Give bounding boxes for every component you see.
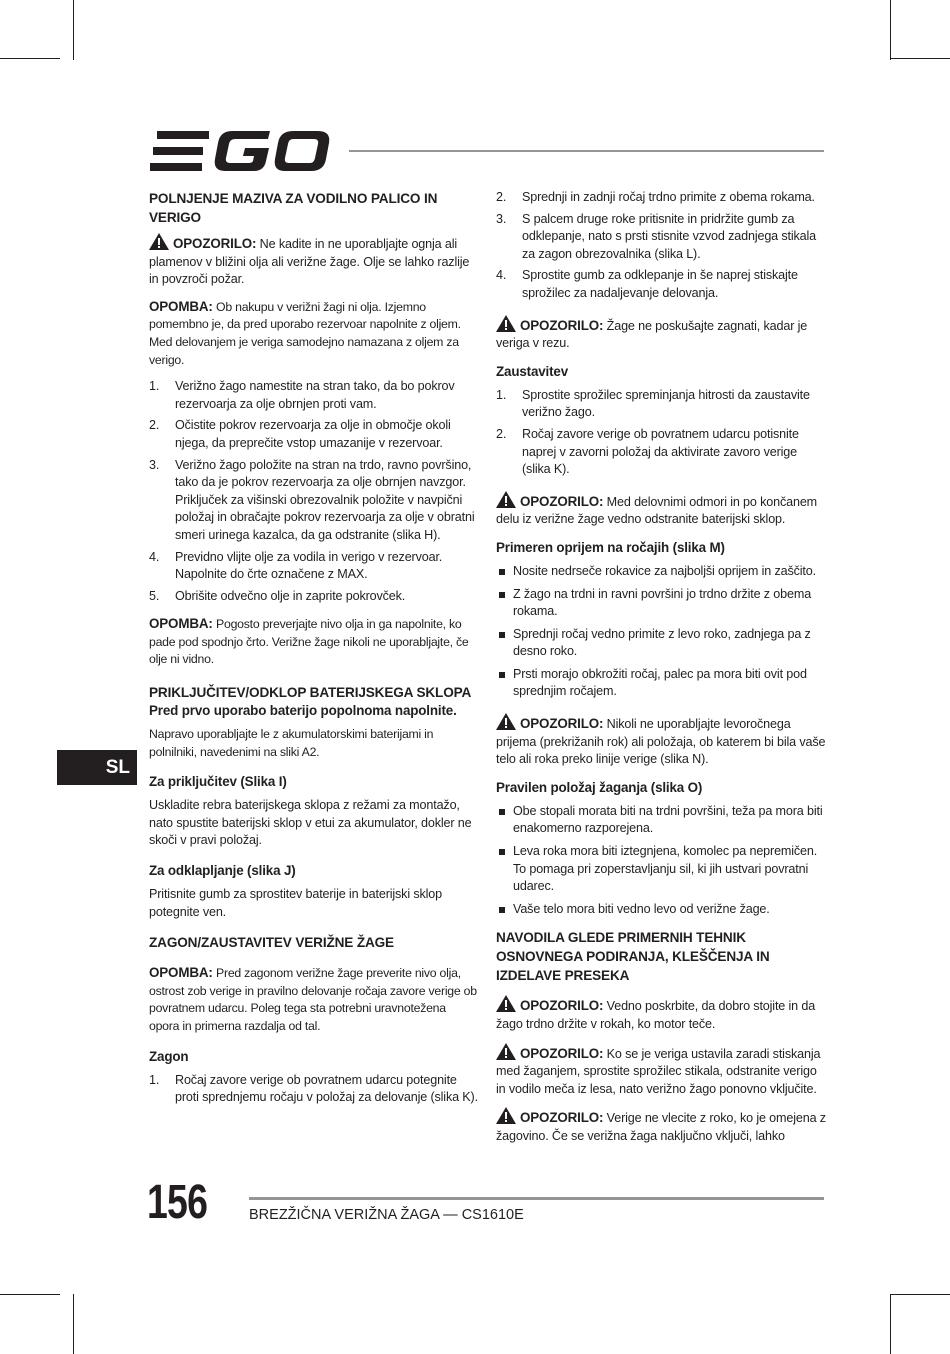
battery-subheading: Pred prvo uporabo baterijo popolnoma napolnite.: [149, 703, 457, 719]
crop-mark-bl-v: [73, 1294, 74, 1354]
detach-text: Pritisnite gumb za sprostitev baterije in baterijski sklop potegnite ven.: [149, 887, 442, 919]
warning-icon: [496, 713, 516, 730]
list-item: Vaše telo mora biti vedno levo od verižne žage.: [496, 901, 826, 919]
header-rule: [349, 150, 824, 152]
list-item: 4. Sprostite gumb za odklepanje in še naprej stiskajte sprožilec za nadaljevanje delovanja.: [496, 268, 798, 300]
note-oil-level: [149, 615, 479, 669]
list-item: Z žago na trdni in ravni površini jo trdno držite z obema rokama.: [496, 586, 826, 621]
warning-stance: [496, 995, 826, 1033]
warning-text: Žage ne poskušajte zagnati, kadar je veriga v rezu.: [496, 318, 808, 351]
heading-detach: Za odklapljanje (slika J): [149, 863, 296, 879]
start-steps-continued: [496, 189, 826, 303]
warning-icon: [496, 1043, 516, 1060]
right-column: [496, 189, 826, 1155]
warning-icon: [496, 1107, 516, 1124]
list-item: Sprednji ročaj vedno primite z levo roko, zadnjega pa z desno roko.: [496, 626, 826, 661]
crop-mark-br-v: [890, 1294, 891, 1354]
crop-mark-tl-v: [73, 0, 74, 60]
note-oil: [149, 298, 479, 369]
battery-text: Napravo uporabljajte le z akumulatorskimi baterijami in polnilniki, navedenimi na sliki A2.: [149, 727, 434, 759]
warning-label: OPOZORILO:: [520, 493, 604, 509]
list-item: Nosite nedrseče rokavice za najboljši oprijem in zaščito.: [496, 563, 826, 581]
warning-text: Nikoli ne uporabljajte levoročnega prijema (prekrižanih rok) ali položaja, ob katerem bi bila vaše telo ali roka preko linije verige (slika N).: [496, 717, 826, 767]
warning-cut: [496, 315, 826, 353]
crop-mark-br-h: [890, 1294, 950, 1295]
list-item: Prsti morajo obkrožiti ročaj, palec pa mora biti ovit pod sprednjim ročajem.: [496, 666, 826, 701]
list-item: 2. Ročaj zavore verige ob povratnem udarcu potisnite naprej v zavorni položaj da aktivirate zavoro verige (slika K).: [496, 426, 799, 477]
warning-icon: [149, 233, 169, 250]
warning-label: OPOZORILO:: [520, 317, 604, 333]
warning-icon: [496, 315, 516, 332]
warning-pinch: [496, 1043, 826, 1099]
note-label: OPOMBA:: [149, 616, 213, 632]
crop-mark-tr-v: [890, 0, 891, 60]
oil-fill-steps: [149, 378, 479, 605]
warning-label: OPOZORILO:: [520, 1110, 604, 1126]
heading-techniques: NAVODILA GLEDE PRIMERNIH TEHNIK OSNOVNEGA PODIRANJA, KLEŠČENJA IN IZDELAVE PRESEKA: [496, 930, 770, 984]
warning-label: OPOZORILO:: [520, 998, 604, 1014]
heading-attach: Za priključitev (Slika I): [149, 774, 287, 790]
warning-left-hand: [496, 713, 826, 769]
list-item: 1. Verižno žago namestite na stran tako, da bo pokrov rezervoarja za olje obrnjen proti vam.: [149, 379, 455, 411]
warning-icon: [496, 491, 516, 508]
stop-steps: [496, 387, 826, 479]
warning-text: Verige ne vlecite z roko, ko je omejena z žagovino. Če se verižna žaga naključno vključi, lahko: [496, 1111, 826, 1143]
warning-label: OPOZORILO:: [520, 716, 604, 732]
heading-start: Zagon: [149, 1048, 189, 1064]
list-item: Obe stopali morata biti na trdni površini, teža pa mora biti enakomerno razporejena.: [496, 803, 826, 838]
heading-battery: PRIKLJUČITEV/ODKLOP BATERIJSKEGA SKLOPA: [149, 685, 472, 701]
warning-text: Ne kadite in ne uporabljajte ognja ali plamenov v bližini olja ali verižne žage. Olje se lahko razlije in povzroči požar.: [149, 237, 470, 287]
warning-fire: [149, 233, 479, 289]
heading-grip: Primeren oprijem na ročajih (slika M): [496, 539, 725, 555]
heading-stop: Zaustavitev: [496, 363, 569, 379]
warning-text: Vedno poskrbite, da dobro stojite in da žago trdno držite v rokah, ko motor teče.: [496, 999, 816, 1031]
crop-mark-tl-h: [0, 58, 60, 59]
warning-text: Ko se je veriga ustavila zaradi stiskanja med žaganjem, sprostite sprožilec stikala, odstranite verigo in vodilo meča iz lesa, nato verižno žago ponovno vključite.: [496, 1046, 821, 1096]
note-label: OPOMBA:: [149, 298, 213, 314]
list-item: 5. Obrišite odvečno olje in zaprite pokrovček.: [149, 588, 406, 603]
note-text: Ob nakupu v verižni žagi ni olja. Izjemno pomembno je, da pred uporabo rezervoar napolnite z oljem. Med delovanjem je veriga samodejno namazana z oljem za verigo.: [149, 299, 461, 367]
crop-mark-tr-h: [890, 58, 950, 59]
warning-icon: [496, 995, 516, 1012]
list-item: 2. Očistite pokrov rezervoarja za olje in območje okoli njega, da preprečite vstop umazanije v rezervoar.: [149, 418, 451, 450]
list-item: 4. Previdno vlijte olje za vodila in verigo v rezervoar. Napolnite do črte označene z MAX.: [149, 549, 443, 582]
warning-label: OPOZORILO:: [520, 1045, 604, 1061]
list-item: 3. Verižno žago položite na stran na trdo, ravno površino, tako da je pokrov rezervoarja za olje obrnjen navzgor. Priključek za višinski obrezovalnik položite v navpični položaj in obračajte pokrov rezervoarja za olje v obratni smeri urinega kazalca, da ga odstranite (slika H).: [149, 457, 475, 542]
list-item: 1. Ročaj zavore verige ob povratnem udarcu potegnite proti sprednjemu ročaju v položaj za delovanje (slika K).: [149, 1072, 478, 1105]
list-item: 1. Sprostite sprožilec spreminjanja hitrosti da zaustavite verižno žago.: [496, 387, 810, 420]
ego-logo: [150, 130, 332, 172]
page-number: 156: [147, 1176, 208, 1229]
language-tab: SL: [57, 750, 137, 785]
left-column: [149, 189, 479, 1117]
grip-list: [496, 563, 826, 701]
heading-stance: Pravilen položaj žaganja (slika O): [496, 779, 703, 795]
crop-mark-bl-h: [0, 1294, 60, 1295]
heading-start-stop: ZAGON/ZAUSTAVITEV VERIŽNE ŽAGE: [149, 935, 394, 951]
attach-text: Uskladite rebra baterijskega sklopa z režami za montažo, nato spustite baterijski sklop v etui za akumulator, dokler ne skoči v pravi položaj.: [149, 798, 472, 848]
footer-title: BREZŽIČNA VERIŽNA ŽAGA — CS1610E: [249, 1207, 524, 1223]
stance-list: [496, 803, 826, 919]
note-start: [149, 964, 479, 1035]
note-text: Pred zagonom verižne žage preverite nivo olja, ostrost zob verige in pravilno delovanje ročaja zavore verige ob povratnem udarcu. Poleg tega sta potrebni uravnotežena opora in primerna razdalja od tal.: [149, 966, 477, 1033]
footer-rule: [249, 1197, 824, 1200]
list-item: 3. S palcem druge roke pritisnite in pridržite gumb za odklepanje, nato s prsti stisnite vzvod zadnjega stikala za zagon obrezovalnika (slika L).: [496, 211, 817, 261]
warning-label: OPOZORILO:: [173, 236, 257, 251]
note-text: Pogosto preverjajte nivo olja in ga napolnite, ko pade pod spodnjo črto. Verižne žage nikoli ne uporabljajte, če olje ni vidno.: [149, 617, 469, 667]
note-label: OPOMBA:: [149, 965, 213, 981]
list-item: 2. Sprednji in zadnji ročaj trdno primite z obema rokama.: [496, 190, 815, 204]
start-steps: [149, 1072, 479, 1107]
list-item: Leva roka mora biti iztegnjena, komolec pa nepremičen. To pomaga pri zoperstavljanju sil, ki jih ustvari povratni udarec.: [496, 843, 826, 896]
heading-lubricant: POLNJENJE MAZIVA ZA VODILNO PALICO IN VERIGO: [149, 191, 438, 225]
warning-pull-chain: [496, 1107, 826, 1145]
warning-text: Med delovnimi odmori in po končanem delu iz verižne žage vedno odstranite baterijski sklop.: [496, 494, 818, 527]
warning-battery-remove: [496, 491, 826, 529]
